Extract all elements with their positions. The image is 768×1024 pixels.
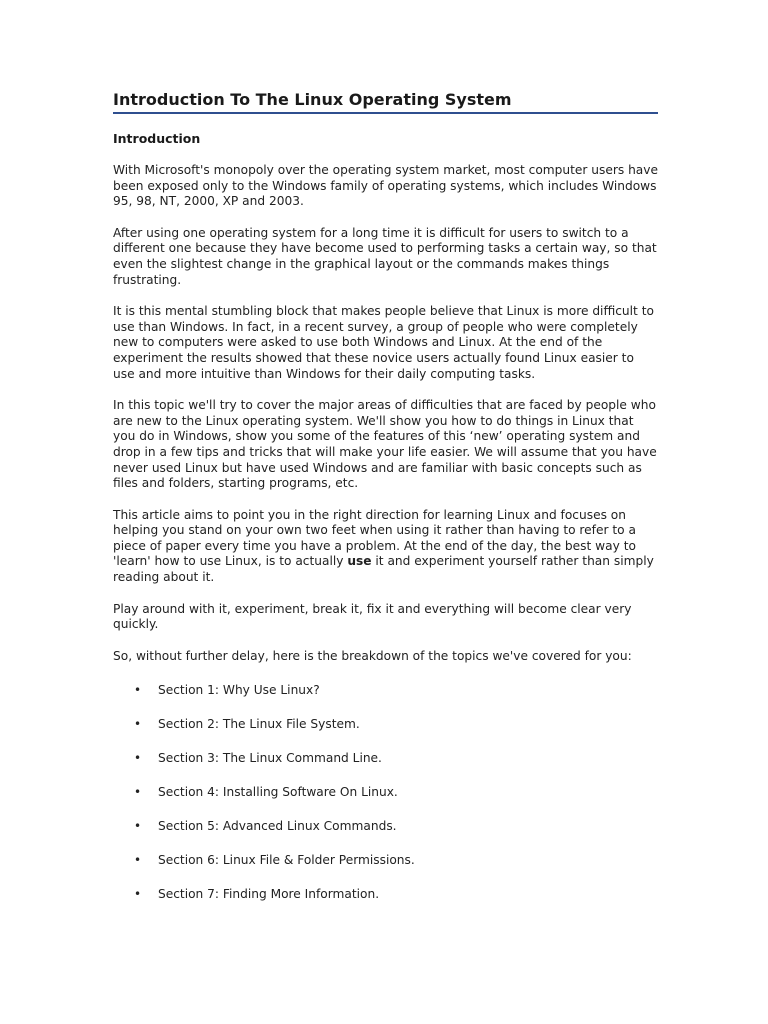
list-item	[113, 784, 658, 800]
list-item-label: Section 6: Linux File & Folder Permissions.	[158, 853, 415, 868]
sections-list	[113, 682, 658, 902]
list-item-label: Section 4: Installing Software On Linux.	[158, 785, 398, 800]
bullet-icon: •	[134, 683, 142, 698]
paragraph-2: After using one operating system for a long time it is difficult for users to switch to a different one because they have become used to performing tasks a certain way, so that even the slightest change in the graphical layout or the commands makes things frustrating.	[113, 225, 657, 287]
list-item-label: Section 2: The Linux File System.	[158, 717, 360, 732]
bullet-icon: •	[134, 751, 142, 766]
document-title: Introduction To The Linux Operating System	[113, 90, 658, 114]
list-item	[113, 750, 658, 766]
paragraph-5-text-before: This article aims to point you in the right direction for learning Linux and focuses on helping you stand on your own two feet when using it rather than having to refer to a piece of paper every time you have a problem. At the end of the day, the best way to 'learn' how to use Linux, is to actually	[113, 507, 636, 569]
list-item	[113, 682, 658, 698]
bullet-icon: •	[134, 819, 142, 834]
list-item-label: Section 1: Why Use Linux?	[158, 683, 320, 698]
bullet-icon: •	[134, 853, 142, 868]
list-item	[113, 716, 658, 732]
list-item-label: Section 7: Finding More Information.	[158, 887, 380, 902]
paragraph-6: Play around with it, experiment, break it, fix it and everything will become clear very quickly.	[113, 601, 632, 632]
bullet-icon: •	[134, 887, 142, 902]
list-item-label: Section 3: The Linux Command Line.	[158, 751, 382, 766]
list-item	[113, 852, 658, 868]
paragraph-5	[113, 508, 658, 586]
section-heading-introduction: Introduction	[113, 131, 201, 146]
paragraph-4: In this topic we'll try to cover the major areas of difficulties that are faced by people who are new to the Linux operating system. We'll show you how to do things in Linux that you do in Windows, show you some of the features of this ‘new’ operating system and drop in a few tips and tricks that will make your life easier. We will assume that you have never used Linux but have used Windows and are familiar with basic concepts such as files and folders, starting programs, etc.	[113, 398, 657, 491]
paragraph-5-text-after: it and experiment yourself rather than simply reading about it.	[113, 554, 654, 585]
paragraph-3: It is this mental stumbling block that makes people believe that Linux is more difficult to use than Windows. In fact, in a recent survey, a group of people who were completely new to computers were asked to use both Windows and Linux. At the end of the experiment the results showed that these novice users actually found Linux easier to use and more intuitive than Windows for their daily computing tasks.	[113, 304, 654, 381]
paragraph-5-bold-use: use	[347, 554, 372, 569]
paragraph-7: So, without further delay, here is the breakdown of the topics we've covered for you:	[113, 648, 632, 663]
bullet-icon: •	[134, 717, 142, 732]
document-page	[113, 90, 658, 920]
list-item	[113, 886, 658, 902]
list-item	[113, 818, 658, 834]
list-item-label: Section 5: Advanced Linux Commands.	[158, 819, 397, 834]
paragraph-1: With Microsoft's monopoly over the operating system market, most computer users have been exposed only to the Windows family of operating systems, which includes Windows 95, 98, NT, 2000, XP and 2003.	[113, 163, 658, 209]
bullet-icon: •	[134, 785, 142, 800]
